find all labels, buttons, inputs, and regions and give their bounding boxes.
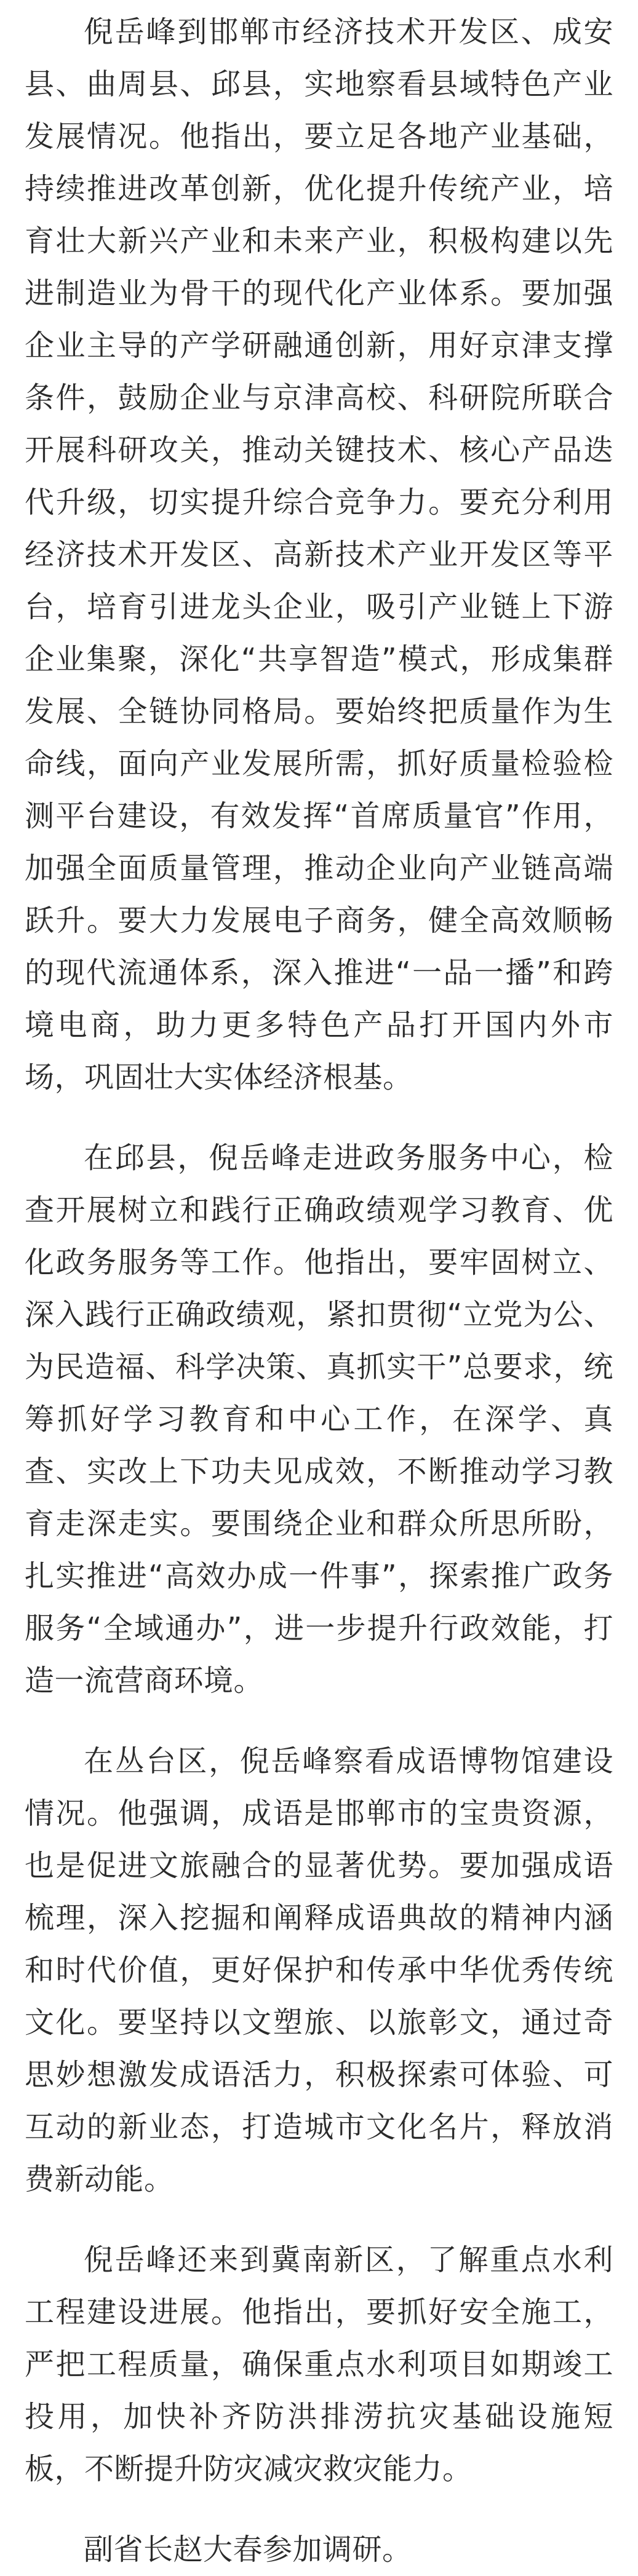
paragraph-closing: 副省长赵大春参加调研。 bbox=[84, 2532, 412, 2567]
paragraph-qiu-county: 在邱县，倪岳峰走进政务服务中心，检查开展树立和践行正确政绩观学习教育、优化政务服务等工作。他指出，要牢固树立、深入践行正确政绩观，紧扣贯彻“立党为公、为民造福、科学决策、真抓实干”总要求，统筹抓好学习教育和中心工作，在深学、真查、实改上下功夫见成效，不断推动学习教育走深走实。要围绕企业和群众所思所盼，扎实推进“高效办成一件事”，探索推广政务服务“全域通办”，进一步提升行政效能，打造一流营商环境。 bbox=[25, 1141, 613, 1698]
article-body bbox=[25, 6, 613, 2576]
paragraph-congtai-district: 在丛台区，倪岳峰察看成语博物馆建设情况。他强调，成语是邯郸市的宝贵资源，也是促进文旅融合的显著优势。要加强成语梳理，深入挖掘和阐释成语典故的精神内涵和时代价值，更好保护和传承中华优秀传统文化。要坚持以文塑旅、以旅彰文，通过奇思妙想激发成语活力，积极探索可体验、可互动的新业态，打造城市文化名片，释放消费新动能。 bbox=[25, 1744, 613, 2197]
paragraph-industry: 倪岳峰到邯郸市经济技术开发区、成安县、曲周县、邱县，实地察看县域特色产业发展情况。他指出，要立足各地产业基础，持续推进改革创新，优化提升传统产业，培育壮大新兴产业和未来产业，积极构建以先进制造业为骨干的现代化产业体系。要加强企业主导的产学研融通创新，用好京津支撑条件，鼓励企业与京津高校、科研院所联合开展科研攻关，推动关键技术、核心产品迭代升级，切实提升综合竞争力。要充分利用经济技术开发区、高新技术产业开发区等平台，培育引进龙头企业，吸引产业链上下游企业集聚，深化“共享智造”模式，形成集群发展、全链协同格局。要始终把质量作为生命线，面向产业发展所需，抓好质量检验检测平台建设，有效发挥“首席质量官”作用，加强全面质量管理，推动企业向产业链高端跃升。要大力发展电子商务，健全高效顺畅的现代流通体系，深入推进“一品一播”和跨境电商，助力更多特色产品打开国内外市场，巩固壮大实体经济根基。 bbox=[25, 15, 613, 1095]
paragraph-jinan-new-area: 倪岳峰还来到冀南新区，了解重点水利工程建设进展。他指出，要抓好安全施工，严把工程质量，确保重点水利项目如期竣工投用，加快补齐防洪排涝抗灾基础设施短板，不断提升防灾减灾救灾能力。 bbox=[25, 2243, 613, 2486]
